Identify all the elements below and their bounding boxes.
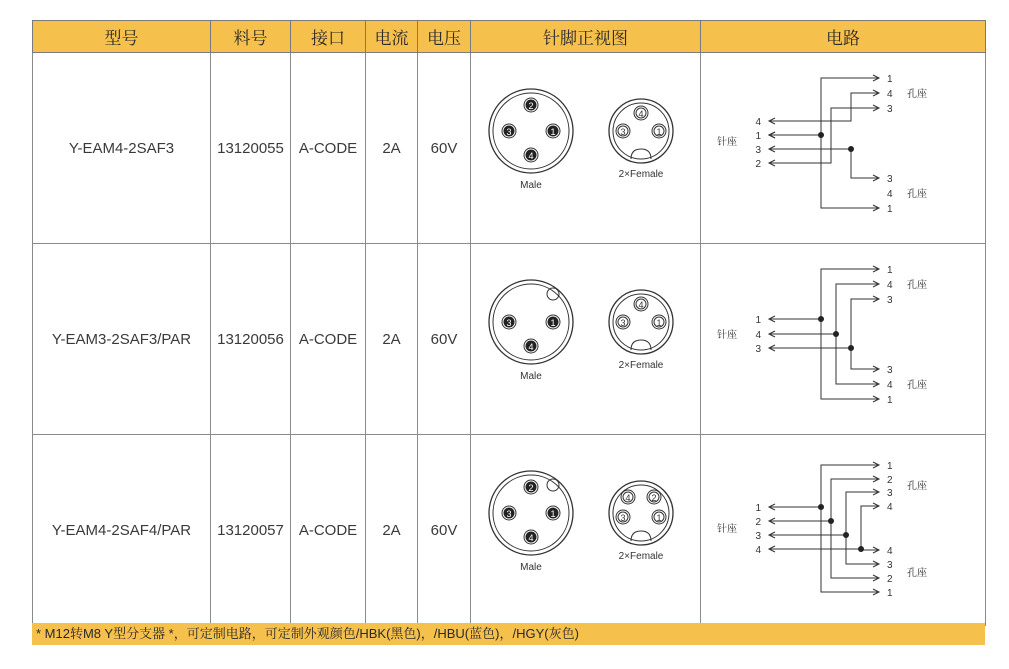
circuit-female-pin: 4 <box>887 546 893 557</box>
female-label: 2×Female <box>618 360 664 371</box>
header-interface: 接口 <box>291 21 366 53</box>
male-pin-label: 2 <box>528 101 534 111</box>
circuit-male-pin: 2 <box>755 159 761 170</box>
circuit-male-pin: 1 <box>755 315 761 326</box>
female-pin-label: 2 <box>651 493 657 503</box>
male-pin-label: 4 <box>528 533 534 543</box>
voltage-cell: 60V <box>418 244 471 435</box>
circuit-female-pin: 1 <box>887 395 893 406</box>
male-side-label: 针座 <box>717 330 737 341</box>
female-connector <box>609 290 673 371</box>
female-side-label: 孔座 <box>907 280 927 291</box>
female-side-label: 孔座 <box>907 568 927 579</box>
part-number-cell: 13120057 <box>211 435 291 626</box>
circuit-female-pin: 2 <box>887 574 893 585</box>
circuit-female-pin: 4 <box>887 502 893 513</box>
female-pin-label: 4 <box>625 493 631 503</box>
circuit-female-pin: 3 <box>887 295 893 306</box>
male-pin-label: 2 <box>528 483 534 493</box>
circuit-female-pin: 3 <box>887 174 893 185</box>
circuit-male-pin: 3 <box>755 531 761 542</box>
circuit-male-pin: 2 <box>755 517 761 528</box>
female-pin-label: 1 <box>656 513 662 523</box>
circuit-male-pin: 1 <box>755 503 761 514</box>
circuit-female-pin: 1 <box>887 461 893 472</box>
circuit-diagram <box>701 53 986 239</box>
circuit-male-pin: 4 <box>755 117 761 128</box>
circuit-cell <box>701 244 986 435</box>
model-cell: Y-EAM3-2SAF3/PAR <box>33 244 211 435</box>
product-table <box>32 20 986 626</box>
female-side-label: 孔座 <box>907 189 927 200</box>
circuit-diagram <box>701 435 986 621</box>
male-side-label: 针座 <box>717 137 737 148</box>
pin-diagram <box>471 53 701 239</box>
circuit-cell <box>701 435 986 626</box>
female-connector <box>609 481 673 562</box>
pin-diagram <box>471 435 701 621</box>
male-connector <box>489 471 573 573</box>
interface-cell: A-CODE <box>291 53 366 244</box>
circuit-female-pin: 3 <box>887 365 893 376</box>
male-connector <box>489 89 573 191</box>
female-connector <box>609 99 673 180</box>
header-row <box>33 21 986 53</box>
current-cell: 2A <box>366 435 418 626</box>
circuit-diagram <box>701 244 986 430</box>
circuit-male-pin: 4 <box>755 545 761 556</box>
circuit-cell <box>701 53 986 244</box>
circuit-male-pin: 3 <box>755 344 761 355</box>
female-pin-label: 4 <box>638 109 644 119</box>
interface-cell: A-CODE <box>291 435 366 626</box>
header-model: 型号 <box>33 21 211 53</box>
male-pin-label: 4 <box>528 151 534 161</box>
footnote: * M12转M8 Y型分支器 *，可定制电路，可定制外观颜色/HBK(黑色)，/HBU(蓝色)，/HGY(灰色) <box>32 623 985 645</box>
male-side-label: 针座 <box>717 524 737 535</box>
circuit-female-pin: 3 <box>887 488 893 499</box>
male-label: Male <box>520 180 542 191</box>
interface-cell: A-CODE <box>291 244 366 435</box>
part-number-cell: 13120056 <box>211 244 291 435</box>
female-pin-label: 3 <box>620 127 626 137</box>
circuit-male-pin: 1 <box>755 131 761 142</box>
male-pin-label: 4 <box>528 342 534 352</box>
circuit-female-pin: 1 <box>887 74 893 85</box>
circuit-female-pin: 4 <box>887 380 893 391</box>
header-part-number: 料号 <box>211 21 291 53</box>
circuit-female-pin: 3 <box>887 560 893 571</box>
current-cell: 2A <box>366 53 418 244</box>
male-pin-label: 3 <box>506 318 512 328</box>
table-row <box>33 435 986 626</box>
male-pin-label: 1 <box>550 318 556 328</box>
circuit-female-pin: 1 <box>887 588 893 599</box>
female-pin-label: 3 <box>620 513 626 523</box>
female-side-label: 孔座 <box>907 481 927 492</box>
model-cell: Y-EAM4-2SAF3 <box>33 53 211 244</box>
pin-diagram <box>471 244 701 430</box>
voltage-cell: 60V <box>418 435 471 626</box>
circuit-female-pin: 4 <box>887 189 893 200</box>
circuit-female-pin: 4 <box>887 280 893 291</box>
female-pin-label: 1 <box>656 318 662 328</box>
circuit-female-pin: 3 <box>887 104 893 115</box>
circuit-male-pin: 3 <box>755 145 761 156</box>
header-circuit: 电路 <box>701 21 986 53</box>
male-pin-label: 1 <box>550 509 556 519</box>
header-voltage: 电压 <box>418 21 471 53</box>
part-number-cell: 13120055 <box>211 53 291 244</box>
male-pin-label: 3 <box>506 127 512 137</box>
header-pin-view: 针脚正视图 <box>471 21 701 53</box>
male-pin-label: 1 <box>550 127 556 137</box>
female-side-label: 孔座 <box>907 380 927 391</box>
female-label: 2×Female <box>618 551 664 562</box>
male-label: Male <box>520 371 542 382</box>
table-row <box>33 244 986 435</box>
pin-view-cell <box>471 53 701 244</box>
circuit-female-pin: 2 <box>887 475 893 486</box>
male-connector <box>489 280 573 382</box>
female-label: 2×Female <box>618 169 664 180</box>
current-cell: 2A <box>366 244 418 435</box>
header-current: 电流 <box>366 21 418 53</box>
circuit-female-pin: 4 <box>887 89 893 100</box>
pin-view-cell <box>471 435 701 626</box>
circuit-female-pin: 1 <box>887 265 893 276</box>
male-pin-label: 3 <box>506 509 512 519</box>
voltage-cell: 60V <box>418 53 471 244</box>
female-pin-label: 4 <box>638 300 644 310</box>
male-label: Male <box>520 562 542 573</box>
female-side-label: 孔座 <box>907 89 927 100</box>
pin-view-cell <box>471 244 701 435</box>
female-pin-label: 1 <box>656 127 662 137</box>
circuit-female-pin: 1 <box>887 204 893 215</box>
circuit-male-pin: 4 <box>755 330 761 341</box>
female-pin-label: 3 <box>620 318 626 328</box>
model-cell: Y-EAM4-2SAF4/PAR <box>33 435 211 626</box>
table-row <box>33 53 986 244</box>
